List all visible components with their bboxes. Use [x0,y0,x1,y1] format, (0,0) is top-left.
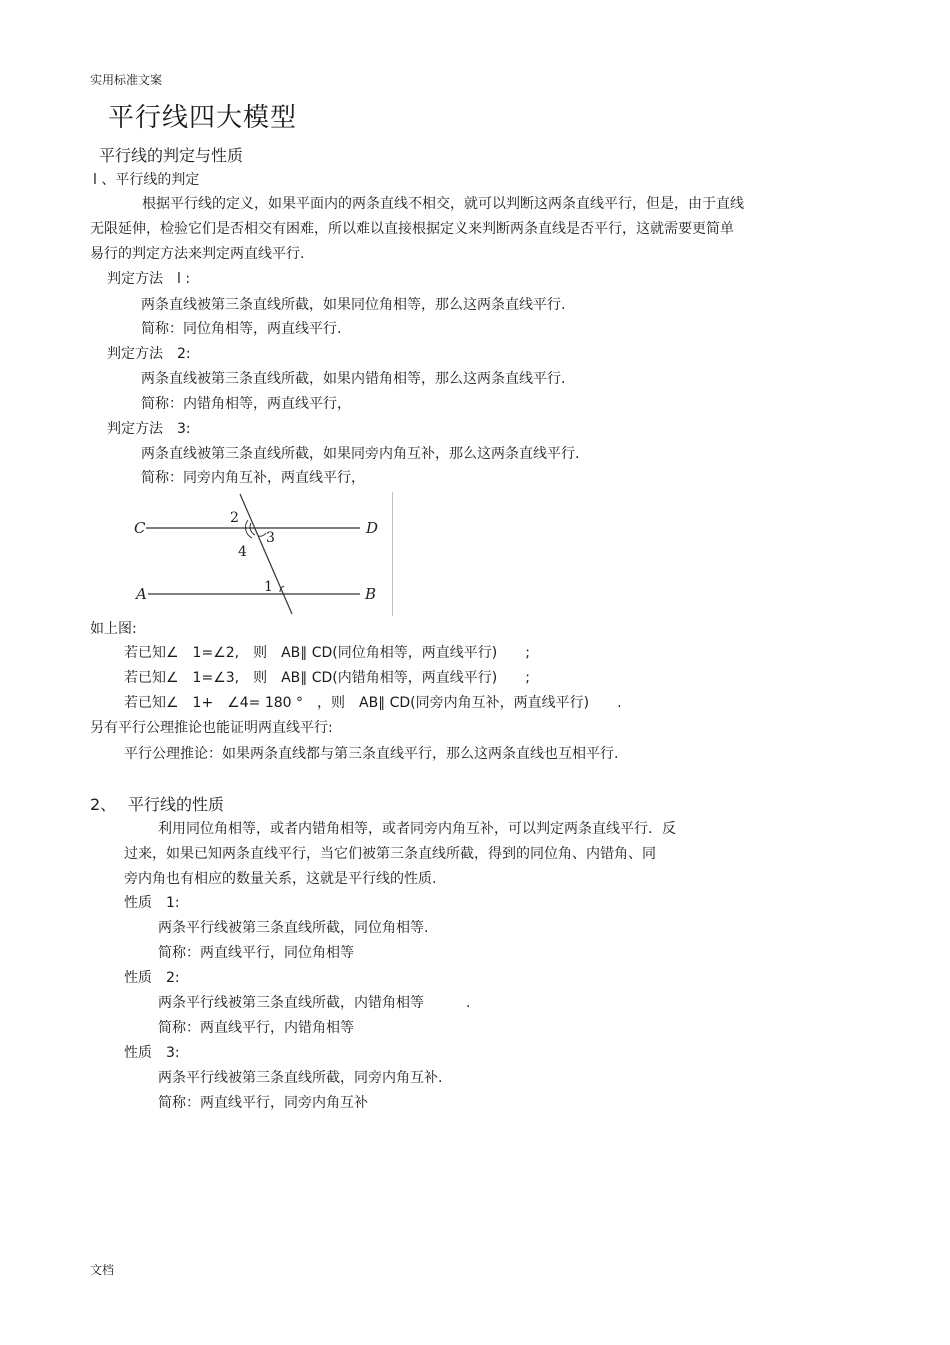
page-header: 实用标准文案 [90,73,163,87]
label-a: A [136,585,147,603]
page-title: 平行线四大模型 [108,103,298,133]
section2-heading: 平行线的性质 [128,795,225,814]
property-short: 简称：两直线平行，内错角相等 [158,1020,354,1036]
as-above-text: 如上图: [90,621,137,637]
property-label: 性质 3: [124,1045,180,1061]
section1-intro-line: 无限延伸，检验它们是否相交有困难，所以难以直接根据定义来判断两条直线是否平行，这就需要更简单 [90,221,734,237]
property-text: 两条平行线被第三条直线所截，同位角相等. [158,920,429,936]
method-label: 判定方法 l : [107,271,191,287]
method-short: 简称：内错角相等，两直线平行， [141,396,351,412]
axiom-text: 平行公理推论：如果两条直线都与第三条直线平行，那么这两条直线也互相平行. [124,746,619,762]
label-b: B [365,585,377,603]
method-text: 两条直线被第三条直线所截，如果同位角相等，那么这两条直线平行. [141,297,566,313]
method-label: 判定方法 2: [107,346,191,362]
property-short: 简称：两直线平行，同位角相等 [158,945,354,961]
angle-arc [245,520,252,538]
method-text: 两条直线被第三条直线所截，如果内错角相等，那么这两条直线平行. [141,371,566,387]
label-d: D [366,519,379,537]
method-short: 简称：同旁内角互补，两直线平行， [141,470,365,486]
section1-intro-line: 根据平行线的定义，如果平面内的两条直线不相交，就可以判断这两条直线平行，但是，由于直线 [142,196,744,212]
property-short: 简称：两直线平行，同旁内角互补 [158,1095,368,1111]
parallel-lines-figure [122,490,394,616]
axiom-intro: 另有平行公理推论也能证明两直线平行: [90,720,333,736]
angle-arc [250,523,255,535]
angle-label-4: 4 [238,544,247,560]
angle-label-2: 2 [230,510,239,526]
method-short: 简称：同位角相等，两直线平行. [141,321,342,337]
section2-intro-line: 利用同位角相等，或者内错角相等，或者同旁内角互补，可以判定两条直线平行．反 [158,821,676,837]
property-text: 两条平行线被第三条直线所截，内错角相等 . [158,995,471,1011]
label-c: C [134,519,146,537]
case-line: 若已知∠ 1+ ∠4= 180 ° ，则 AB∥ CD(同旁内角互补，两直线平行) . [124,695,622,711]
page-footer: 文档 [90,1263,115,1277]
property-text: 两条平行线被第三条直线所截，同旁内角互补. [158,1070,443,1086]
angle-label-3: 3 [266,530,275,546]
angle-arc [258,533,266,536]
angle-label-1: 1 [264,579,273,595]
case-line: 若已知∠ 1=∠2, 则 AB∥ CD(同位角相等，两直线平行) ; [124,645,530,661]
section2-intro-line: 过来，如果已知两条直线平行，当它们被第三条直线所截，得到的同位角、内错角、同 [124,846,656,862]
transversal-line [240,494,292,614]
property-label: 性质 2: [124,970,180,986]
page-subtitle: 平行线的判定与性质 [99,146,244,165]
parallel-lines-diagram [122,490,394,616]
section1-intro-line: 易行的判定方法来判定两直线平行. [90,246,305,262]
method-label: 判定方法 3: [107,421,191,437]
case-line: 若已知∠ 1=∠3, 则 AB∥ CD(内错角相等，两直线平行) ; [124,670,530,686]
method-text: 两条直线被第三条直线所截，如果同旁内角互补，那么这两条直线平行. [141,446,580,462]
section2-number: 2、 [90,795,117,814]
section2-intro-line: 旁内角也有相应的数量关系，这就是平行线的性质. [124,871,437,887]
property-label: 性质 1: [124,895,180,911]
section1-heading: l 、平行线的判定 [93,172,200,188]
